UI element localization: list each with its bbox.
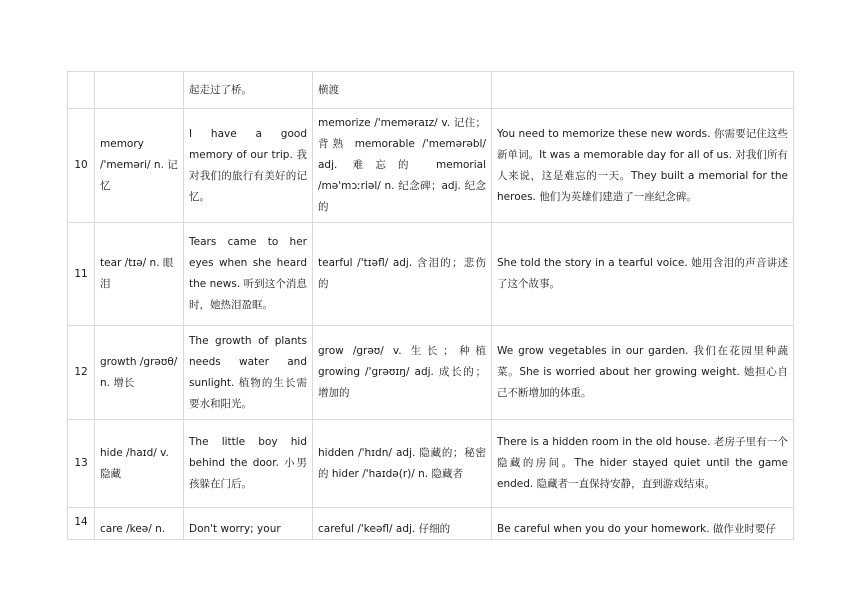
example-cell: The little boy hid behind the door. 小男孩躲在门后。: [184, 420, 313, 508]
row-number: 14: [68, 508, 95, 540]
related-words-cell: hidden /'hɪdn/ adj. 隐藏的；秘密的 hider /'haɪdə(r)/ n. 隐藏者: [313, 420, 492, 508]
example-cell: The growth of plants needs water and sunlight. 植物的生长需要水和阳光。: [184, 326, 313, 420]
example-cell: I have a good memory of our trip. 我对我们的旅行有美好的记忆。: [184, 109, 313, 223]
related-words-cell: tearful /'tɪəfl/ adj. 含泪的；悲伤的: [313, 223, 492, 326]
example-cell: Don't worry; your: [184, 508, 313, 540]
sentence-cell: You need to memorize these new words. 你需要记住这些新单词。It was a memorable day for all of us. 对我们所有人来说，这是难忘的一天。They built a memorial for the heroes. 他们为英雄们建造了一座纪念碑。: [492, 109, 794, 223]
word-cell: growth /grəʊθ/ n. 增长: [95, 326, 184, 420]
table-row: [68, 326, 794, 420]
sentence-cell: She told the story in a tearful voice. 她用含泪的声音讲述了这个故事。: [492, 223, 794, 326]
related-words-cell: careful /'keəfl/ adj. 仔细的: [313, 508, 492, 540]
table-row: [68, 109, 794, 223]
example-cell: Tears came to her eyes when she heard the news. 听到这个消息时，她热泪盈眶。: [184, 223, 313, 326]
table-row: [68, 72, 794, 109]
row-number: 13: [68, 420, 95, 508]
example-cell: 起走过了桥。: [184, 72, 313, 109]
word-cell: tear /tɪə/ n. 眼泪: [95, 223, 184, 326]
word-cell: memory /'meməri/ n. 记忆: [95, 109, 184, 223]
row-number: 10: [68, 109, 95, 223]
sentence-cell: Be careful when you do your homework. 做作业时要仔: [492, 508, 794, 540]
table-row: [68, 508, 794, 540]
row-number: 11: [68, 223, 95, 326]
sentence-cell: [492, 72, 794, 109]
sentence-cell: There is a hidden room in the old house. 老房子里有一个隐藏的房间。The hider stayed quiet until the game ended. 隐藏者一直保持安静，直到游戏结束。: [492, 420, 794, 508]
table-row: [68, 420, 794, 508]
related-words-cell: grow /grəʊ/ v. 生长；种植 growing /'grəʊɪŋ/ adj. 成长的；增加的: [313, 326, 492, 420]
word-cell: [95, 72, 184, 109]
word-cell: hide /haɪd/ v. 隐藏: [95, 420, 184, 508]
row-number: 12: [68, 326, 95, 420]
row-number: [68, 72, 95, 109]
related-words-cell: 横渡: [313, 72, 492, 109]
table-row: [68, 223, 794, 326]
sentence-cell: We grow vegetables in our garden. 我们在花园里种蔬菜。She is worried about her growing weight. 她担心自己不断增加的体重。: [492, 326, 794, 420]
related-words-cell: memorize /'meməraɪz/ v. 记住；背熟 memorable /'memərəbl/ adj. 难忘的 memorial /mə'mɔːriəl/ n. 纪念碑；adj. 纪念的: [313, 109, 492, 223]
word-cell: care /keə/ n.: [95, 508, 184, 540]
vocabulary-table: [67, 71, 794, 540]
